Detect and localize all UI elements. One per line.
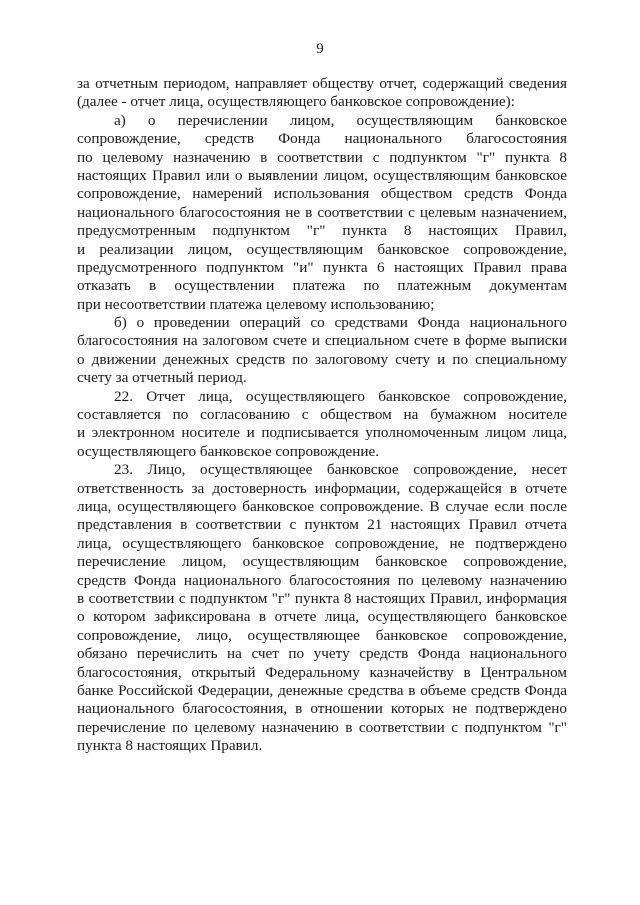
text-line: и реализации лицом, осуществляющим банковское сопровождение, — [77, 240, 567, 258]
paragraph-23 — [77, 461, 567, 755]
text-line: национального благосостояния, в отношении которых не подтверждено — [77, 700, 567, 718]
text-line: по целевому назначению в соответствии с подпунктом "г" пункта 8 — [77, 148, 567, 166]
paragraph-continuation — [77, 75, 567, 112]
text-line: пункта 8 настоящих Правил. — [77, 737, 263, 755]
text-line: обязано перечислить на счет по учету средств Фонда национального — [77, 645, 567, 663]
paragraph-22 — [77, 388, 567, 462]
text-line: счету за отчетный период. — [77, 369, 247, 387]
text-line: средств Фонда национального благосостояния по целевому назначению — [77, 571, 567, 589]
text-line: а) о перечислении лицом, осуществляющим банковское — [114, 111, 567, 129]
text-line: сопровождение, намерений использования обществом средств Фонда — [77, 185, 567, 203]
text-line: 22. Отчет лица, осуществляющего банковское сопровождение, — [114, 387, 567, 405]
text-line: отказать в осуществлении платежа по платежным документам — [77, 277, 567, 295]
text-line: при несоответствии платежа целевому использованию; — [77, 295, 435, 313]
paragraph-item-a — [77, 112, 567, 314]
text-line: благосостояния, открытый Федеральному казначейству в Центральном — [77, 663, 567, 681]
text-line: о движении денежных средств по залоговому счету и по специальному — [77, 350, 567, 368]
text-line: ответственность за достоверность информации, содержащейся в отчете — [77, 479, 567, 497]
text-line: составляется по согласованию с обществом на бумажном носителе — [77, 406, 567, 424]
text-line: (далее - отчет лица, осуществляющего банковское сопровождение): — [77, 93, 515, 111]
text-line: сопровождение, средств Фонда национального благосостояния — [77, 130, 567, 148]
text-line: 23. Лицо, осуществляющее банковское сопровождение, несет — [114, 461, 567, 479]
text-line: и электронном носителе и подписывается уполномоченным лицом лица, — [77, 424, 567, 442]
text-line: сопровождение, лицо, осуществляющее банковское сопровождение, — [77, 626, 567, 644]
text-line: перечисление по целевому назначению в соответствии с подпунктом "г" — [77, 718, 567, 736]
text-line: национального благосостояния не в соответствии с целевым назначением, — [77, 203, 567, 221]
text-line: предусмотренного подпунктом "и" пункта 6 настоящих Правил права — [77, 258, 567, 276]
text-line: о котором зафиксирована в отчете лица, осуществляющего банковское — [77, 608, 567, 626]
document-body — [77, 75, 567, 755]
text-line: настоящих Правил или о выявлении лицом, осуществляющим банковское — [77, 166, 567, 184]
text-line: банке Российской Федерации, денежные средства в объеме средств Фонда — [77, 681, 567, 699]
text-line: представления в соответствии с пунктом 21 настоящих Правил отчета — [77, 516, 567, 534]
text-line: за отчетным периодом, направляет обществу отчет, содержащий сведения — [77, 75, 567, 92]
text-line: лица, осуществляющего банковское сопровождение. В случае если после — [77, 497, 567, 515]
text-line: перечисление лицом, осуществляющим банковское сопровождение, — [77, 553, 567, 571]
text-line: осуществляющего банковское сопровождение. — [77, 442, 380, 460]
text-line: предусмотренным подпунктом "г" пункта 8 настоящих Правил, — [77, 222, 567, 240]
page-number: 9 — [316, 41, 324, 57]
text-line: благосостояния на залоговом счете и специальном счете в форме выписки — [77, 332, 567, 350]
text-line: в соответствии с подпунктом "г" пункта 8 настоящих Правил, информация — [77, 589, 567, 607]
text-line: лица, осуществляющего банковское сопровождение, не подтверждено — [77, 534, 567, 552]
text-line: б) о проведении операций со средствами Фонда национального — [114, 314, 567, 332]
paragraph-item-b — [77, 314, 567, 388]
